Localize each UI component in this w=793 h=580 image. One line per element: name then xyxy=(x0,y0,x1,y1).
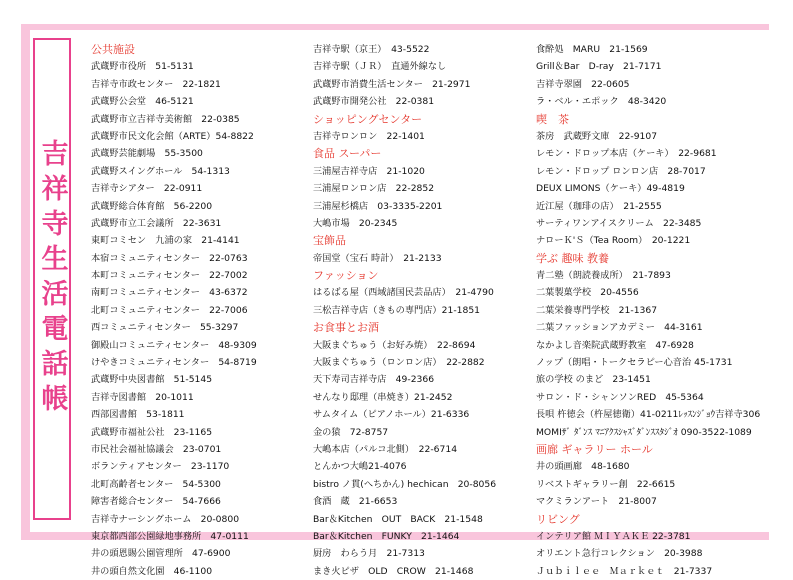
directory-entry: 西コミュニティセンター 55-3297 xyxy=(91,322,239,334)
page-title: 吉祥寺生活電話帳 xyxy=(36,139,68,419)
directory-entry: マクミランアート 21-8007 xyxy=(536,496,657,508)
directory-entry: 武蔵野中央図書館 51-5145 xyxy=(91,374,213,386)
directory-entry: 大阪まぐちゅう（ロンロン店） 22-2882 xyxy=(313,357,485,369)
directory-column-2 xyxy=(313,41,538,580)
directory-entry: 二葉製菓学校 20-4556 xyxy=(536,287,639,299)
directory-entry: 旅の学校 のまど 23-1451 xyxy=(536,374,651,386)
directory-entry: 厨房 わらう月 21-7313 xyxy=(313,548,425,560)
directory-entry: レモン・ドロップ ロンロン店 28-7017 xyxy=(536,165,706,177)
directory-entry: 近江屋（珈琲の店） 21-2555 xyxy=(536,200,662,212)
directory-entry: MOMIｻﾞ ﾀﾞﾝｽ ﾏﾆｱｸｽｼｬｽﾞﾀﾞﾝｽｽﾀｼﾞｵ 090-3522-1089 xyxy=(536,426,752,438)
directory-entry: 長唄 杵徳会（杵屋徳衛）41-0211ﾚｯｽﾝｼﾞｮｳ吉祥寺306 xyxy=(536,409,761,421)
directory-entry: 大嶋本店（パルコ北側） 22-6714 xyxy=(313,443,458,455)
directory-entry: 二葉ファッションアカデミー 44-3161 xyxy=(536,322,703,334)
directory-entry: 武蔵野総合体育館 56-2200 xyxy=(91,200,213,212)
directory-entry: ナローＫ'Ｓ（Tea Room） 20-1221 xyxy=(536,235,691,247)
directory-entry: 茶房 武蔵野文庫 22-9107 xyxy=(536,130,658,142)
directory-entry: 帝国堂（宝石 時計） 21-2133 xyxy=(313,252,442,264)
directory-entry: サーティワンアイスクリーム 22-3485 xyxy=(536,217,702,229)
directory-entry: 障害者総合センター 54-7666 xyxy=(91,496,221,508)
directory-entry: 金の猿 72-8757 xyxy=(313,426,389,438)
directory-entry: 武蔵野市消費生活センター 21-2971 xyxy=(313,78,471,90)
directory-entry: Grill＆Bar D-ray 21-7171 xyxy=(536,61,662,73)
directory-entry: 三浦屋杉橋店 03-3335-2201 xyxy=(313,200,443,212)
directory-entry: 市民社会福祉協議会 23-0701 xyxy=(91,443,222,455)
category-heading: リビング xyxy=(536,512,580,526)
directory-entry: 吉祥寺ロンロン 22-1401 xyxy=(313,130,425,142)
directory-entry: Bar＆Kitchen OUT BACK 21-1548 xyxy=(313,513,483,525)
directory-entry: 東町コミセン 九浦の家 21-4141 xyxy=(91,235,240,247)
directory-entry: 食酔処 MARU 21-1569 xyxy=(536,44,648,55)
directory-entry: 武蔵野市立工会議所 22-3631 xyxy=(91,217,222,229)
directory-entry: 吉祥寺市政センター 22-1821 xyxy=(91,78,221,90)
directory-entry: ボランティアセンター 23-1170 xyxy=(91,461,230,473)
directory-entry: 二葉栄養専門学校 21-1367 xyxy=(536,304,658,316)
directory-entry: 御殿山コミュニティセンター 48-9309 xyxy=(91,339,257,351)
directory-entry: 三浦屋吉祥寺店 21-1020 xyxy=(313,165,425,177)
directory-entry: 南町コミュニティセンター 43-6372 xyxy=(91,287,248,299)
directory-entry: Bar＆Kitchen FUNKY 21-1464 xyxy=(313,530,460,542)
directory-entry: 三浦屋ロンロン店 22-2852 xyxy=(313,183,435,195)
category-heading: お食事とお酒 xyxy=(313,321,379,335)
category-heading: ファッション xyxy=(313,269,379,283)
directory-entry: bistro ノ貫(へちかん) hechican 20-8056 xyxy=(313,478,497,490)
category-heading: 食品 スーパー xyxy=(313,147,382,161)
directory-entry: 井の頭自然文化園 46-1100 xyxy=(91,565,213,577)
directory-entry: 武蔵野公会堂 46-5121 xyxy=(91,96,194,108)
directory-entry: 武蔵野市立吉祥寺美術館 22-0385 xyxy=(91,113,240,125)
directory-entry: サムタイム（ピアノホール）21-6336 xyxy=(313,409,470,421)
directory-entry: 西部図書館 53-1811 xyxy=(91,409,185,421)
directory-column-3 xyxy=(536,41,761,580)
title-box xyxy=(33,38,71,520)
directory-entry: 武蔵野芸能劇場 55-3500 xyxy=(91,148,203,160)
category-heading: 学ぶ 趣味 教養 xyxy=(536,251,609,265)
directory-entry: とんかつ大嶋21-4076 xyxy=(313,461,407,473)
directory-entry: 武蔵野市福祉公社 23-1165 xyxy=(91,426,213,438)
directory-entry: せんなり邸理（串焼き）21-2452 xyxy=(313,391,453,403)
directory-entry: 武蔵野スイングホール 54-1313 xyxy=(91,165,230,177)
directory-entry: 武蔵野市民文化会館（ARTE）54-8822 xyxy=(91,130,254,142)
directory-entry: 武蔵野市開発公社 22-0381 xyxy=(313,96,435,108)
category-heading: 宝飾品 xyxy=(313,234,346,248)
directory-entry: 吉祥寺駅（京王） 43-5522 xyxy=(313,44,430,55)
directory-entry: 天下寿司吉祥寺店 49-2366 xyxy=(313,374,435,386)
directory-entry: ノップ（朗唱・トークセラピー心音治 45-1731 xyxy=(536,357,733,369)
directory-entry: オリエント急行コレクション 20-3988 xyxy=(536,548,703,560)
directory-entry: 吉祥寺図書館 20-1011 xyxy=(91,391,194,403)
directory-entry: 大阪まぐちゅう（お好み焼） 22-8694 xyxy=(313,339,476,351)
directory-entry: 吉祥寺駅（ＪＲ） 直通外線なし xyxy=(313,61,447,73)
directory-entry: はるばる屋（西域諸国民芸品店） 21-4790 xyxy=(313,287,494,299)
directory-entry: 北町コミュニティセンター 22-7006 xyxy=(91,304,248,316)
directory-entry: 本宿コミュニティセンター 22-0763 xyxy=(91,252,248,264)
directory-entry: インテリア館 ＭＩＹＡＫＥ 22-3781 xyxy=(536,530,691,542)
category-heading: ショッピングセンター xyxy=(313,112,423,126)
directory-entry: 東京都西部公園緑地事務所 47-0111 xyxy=(91,530,249,542)
directory-entry: DEUX LIMONS（ケーキ）49-4819 xyxy=(536,183,685,195)
directory-entry: 北町高齢者センター 54-5300 xyxy=(91,478,221,490)
directory-entry: まき火ピザ OLD CROW 21-1468 xyxy=(313,565,474,577)
directory-entry: リベストギャラリー創 22-6615 xyxy=(536,478,676,490)
directory-column-1 xyxy=(91,41,316,580)
directory-entry: けやきコミュニティセンター 54-8719 xyxy=(91,357,257,369)
directory-entry: 青二塾（朗読養成所） 21-7893 xyxy=(536,270,671,282)
directory-entry: 武蔵野市役所 51-5131 xyxy=(91,61,194,73)
directory-entry: 吉祥寺シアター 22-0911 xyxy=(91,183,203,195)
category-heading: 喫 茶 xyxy=(536,112,569,126)
directory-entry: サロン・ド・シャンソンRED 45-5364 xyxy=(536,391,704,403)
directory-entry: Ｊｕｂｉｌｅｅ Ｍａｒｋｅｔ 21-7337 xyxy=(536,565,713,577)
directory-entry: 大嶋市場 20-2345 xyxy=(313,217,398,229)
directory-entry: 食酒 蔵 21-6653 xyxy=(313,496,398,508)
directory-entry: 吉祥寺ナーシングホーム 20-0800 xyxy=(91,513,240,525)
category-heading: 画廊 ギャラリー ホール xyxy=(536,442,653,456)
directory-entry: 井の頭画廊 48-1680 xyxy=(536,461,630,473)
directory-entry: ラ・ベル・エポック 48-3420 xyxy=(536,96,667,108)
directory-entry: 本町コミュニティセンター 22-7002 xyxy=(91,270,248,282)
directory-entry: レモン・ドロップ本店（ケーキ） 22-9681 xyxy=(536,148,717,160)
category-heading: 公共施設 xyxy=(91,43,135,56)
directory-entry: 三松吉祥寺店（きもの専門店）21-1851 xyxy=(313,304,481,316)
directory-entry: なかよし音楽院武蔵野教室 47-6928 xyxy=(536,339,694,351)
directory-entry: 吉祥寺翠園 22-0605 xyxy=(536,78,630,90)
directory-entry: 井の頭恩賜公園管理所 47-6900 xyxy=(91,548,231,560)
